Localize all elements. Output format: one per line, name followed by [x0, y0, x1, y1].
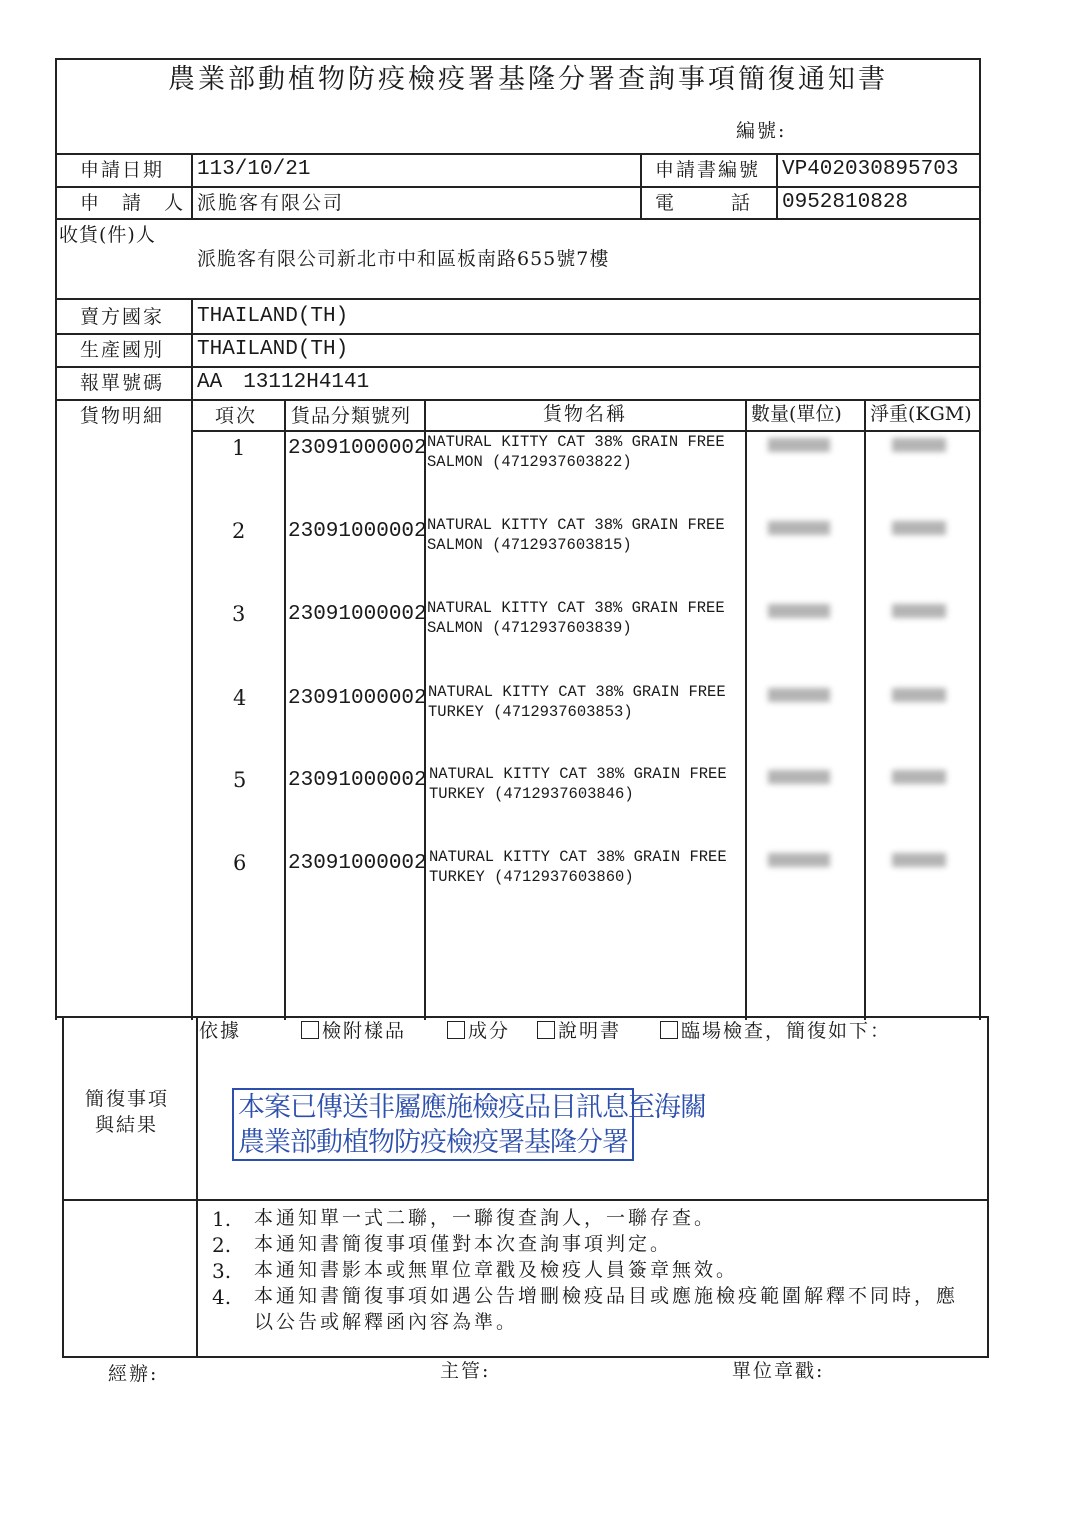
table-row-2-weight-redacted — [892, 521, 946, 535]
note-4-text: 本通知書簡復事項如遇公告增刪檢疫品目或應施檢疫範圍解釋不同時，應 — [254, 1285, 959, 1307]
table-row-1-name-line1: NATURAL KITTY CAT 38% GRAIN FREE — [427, 433, 725, 451]
option-ingredients — [447, 1021, 510, 1041]
note-2-text: 本通知書簡復事項僅對本次查詢事項判定。 — [254, 1233, 673, 1255]
ingredients-checkbox[interactable] — [447, 1021, 465, 1039]
table-row-6-item-no: 6 — [233, 851, 247, 875]
applicant-label: 申 請 人 — [80, 192, 186, 214]
table-row-1-item-no: 1 — [232, 436, 246, 460]
table-row-3-item-no: 3 — [232, 602, 246, 626]
column-header-quantity: 數量(單位) — [751, 403, 842, 425]
table-row-2-item-no: 2 — [232, 519, 246, 543]
goods-label: 貨物明細 — [80, 405, 165, 427]
column-header-item-no: 項次 — [215, 405, 258, 427]
declaration-number-value: AA 13112H4141 — [197, 371, 370, 394]
handler-label: 經辦: — [108, 1363, 159, 1385]
declaration-number-label: 報單號碼 — [80, 372, 165, 394]
reply-label-line2: 與結果 — [95, 1114, 159, 1136]
table-row-6-name-line1: NATURAL KITTY CAT 38% GRAIN FREE — [429, 848, 727, 866]
table-row-2-hs-code: 23091000002 — [288, 520, 427, 543]
seller-country-value: THAILAND(TH) — [197, 305, 349, 328]
table-row-4-name-line1: NATURAL KITTY CAT 38% GRAIN FREE — [428, 683, 726, 701]
table-row-3-weight-redacted — [892, 604, 946, 618]
column-header-hs-code: 貨品分類號列 — [291, 405, 412, 427]
option-sample-label: 檢附樣品 — [322, 1020, 407, 1042]
onsite-checkbox[interactable] — [660, 1021, 678, 1039]
table-row-6-hs-code: 23091000002 — [288, 852, 427, 875]
phone-value: 0952810828 — [782, 191, 909, 214]
table-row-6-quantity-redacted — [768, 853, 830, 867]
origin-country-label: 生產國別 — [80, 339, 165, 361]
table-row-1-hs-code: 23091000002 — [288, 437, 427, 460]
reply-label-line1: 簡復事項 — [85, 1088, 170, 1110]
column-header-goods-name: 貨物名稱 — [543, 403, 628, 425]
table-row-4-item-no: 4 — [233, 686, 247, 710]
note-1-number: 1. — [212, 1207, 232, 1231]
sample-checkbox[interactable] — [301, 1021, 319, 1039]
table-row-6-name-line2: TURKEY (4712937603860) — [429, 868, 634, 886]
option-ingredients-label: 成分 — [468, 1020, 511, 1042]
note-3-number: 3. — [212, 1259, 232, 1283]
option-manual — [537, 1021, 621, 1041]
table-row-5-quantity-redacted — [768, 770, 830, 784]
note-4-continuation: 以公告或解釋函內容為準。 — [254, 1311, 519, 1333]
page-title: 農業部動植物防疫檢疫署基隆分署查詢事項簡復通知書 — [168, 64, 888, 95]
note-1-text: 本通知單一式二聯，一聯復查詢人，一聯存查。 — [254, 1207, 717, 1229]
table-row-1-name-line2: SALMON (4712937603822) — [427, 453, 632, 471]
form-number-value: VP402030895703 — [782, 158, 959, 181]
manual-checkbox[interactable] — [537, 1021, 555, 1039]
origin-country-value: THAILAND(TH) — [197, 338, 349, 361]
basis-label: 依據 — [199, 1020, 242, 1042]
table-row-5-name-line1: NATURAL KITTY CAT 38% GRAIN FREE — [429, 765, 727, 783]
table-row-4-hs-code: 23091000002 — [288, 687, 427, 710]
table-row-4-name-line2: TURKEY (4712937603853) — [428, 703, 633, 721]
consignee-value: 派脆客有限公司新北市中和區板南路655號7樓 — [197, 248, 610, 270]
table-row-2-name-line2: SALMON (4712937603815) — [427, 536, 632, 554]
option-sample — [301, 1021, 406, 1041]
table-row-3-name-line1: NATURAL KITTY CAT 38% GRAIN FREE — [427, 599, 725, 617]
phone-label: 電 話 — [655, 192, 751, 214]
table-row-6-weight-redacted — [892, 853, 946, 867]
option-onsite-label: 臨場檢查，簡復如下： — [681, 1020, 892, 1042]
table-row-5-weight-redacted — [892, 770, 946, 784]
table-row-5-name-line2: TURKEY (4712937603846) — [429, 785, 634, 803]
table-row-5-hs-code: 23091000002 — [288, 769, 427, 792]
table-row-4-weight-redacted — [892, 688, 946, 702]
apply-date-value: 113/10/21 — [197, 158, 311, 181]
note-4-number: 4. — [212, 1285, 232, 1309]
table-row-2-name-line1: NATURAL KITTY CAT 38% GRAIN FREE — [427, 516, 725, 534]
table-row-3-quantity-redacted — [768, 604, 830, 618]
table-row-3-name-line2: SALMON (4712937603839) — [427, 619, 632, 637]
table-row-5-item-no: 5 — [233, 768, 247, 792]
table-row-1-quantity-redacted — [768, 438, 830, 452]
form-number-label: 申請書編號 — [655, 159, 761, 181]
unit-seal-label: 單位章戳: — [732, 1360, 825, 1382]
supervisor-label: 主管: — [440, 1360, 491, 1382]
note-2-number: 2. — [212, 1233, 232, 1257]
option-manual-label: 說明書 — [558, 1020, 622, 1042]
consignee-label: 收貨(件)人 — [59, 224, 156, 246]
option-onsite — [660, 1021, 891, 1041]
table-row-4-quantity-redacted — [768, 688, 830, 702]
applicant-value: 派脆客有限公司 — [197, 192, 345, 214]
table-row-1-weight-redacted — [892, 438, 946, 452]
seller-country-label: 賣方國家 — [80, 306, 165, 328]
customs-stamp — [232, 1088, 706, 1161]
note-3-text: 本通知書影本或無單位章戳及檢疫人員簽章無效。 — [254, 1259, 739, 1281]
document-number-label: 編號: — [736, 120, 787, 142]
stamp-line-1: 本案已傳送非屬應施檢疫品目訊息至海關 — [238, 1092, 706, 1123]
stamp-line-2: 農業部動植物防疫檢疫署基隆分署 — [238, 1127, 628, 1158]
table-row-3-hs-code: 23091000002 — [288, 603, 427, 626]
apply-date-label: 申請日期 — [80, 159, 165, 181]
table-row-2-quantity-redacted — [768, 521, 830, 535]
column-header-net-weight: 淨重(KGM) — [870, 403, 972, 425]
